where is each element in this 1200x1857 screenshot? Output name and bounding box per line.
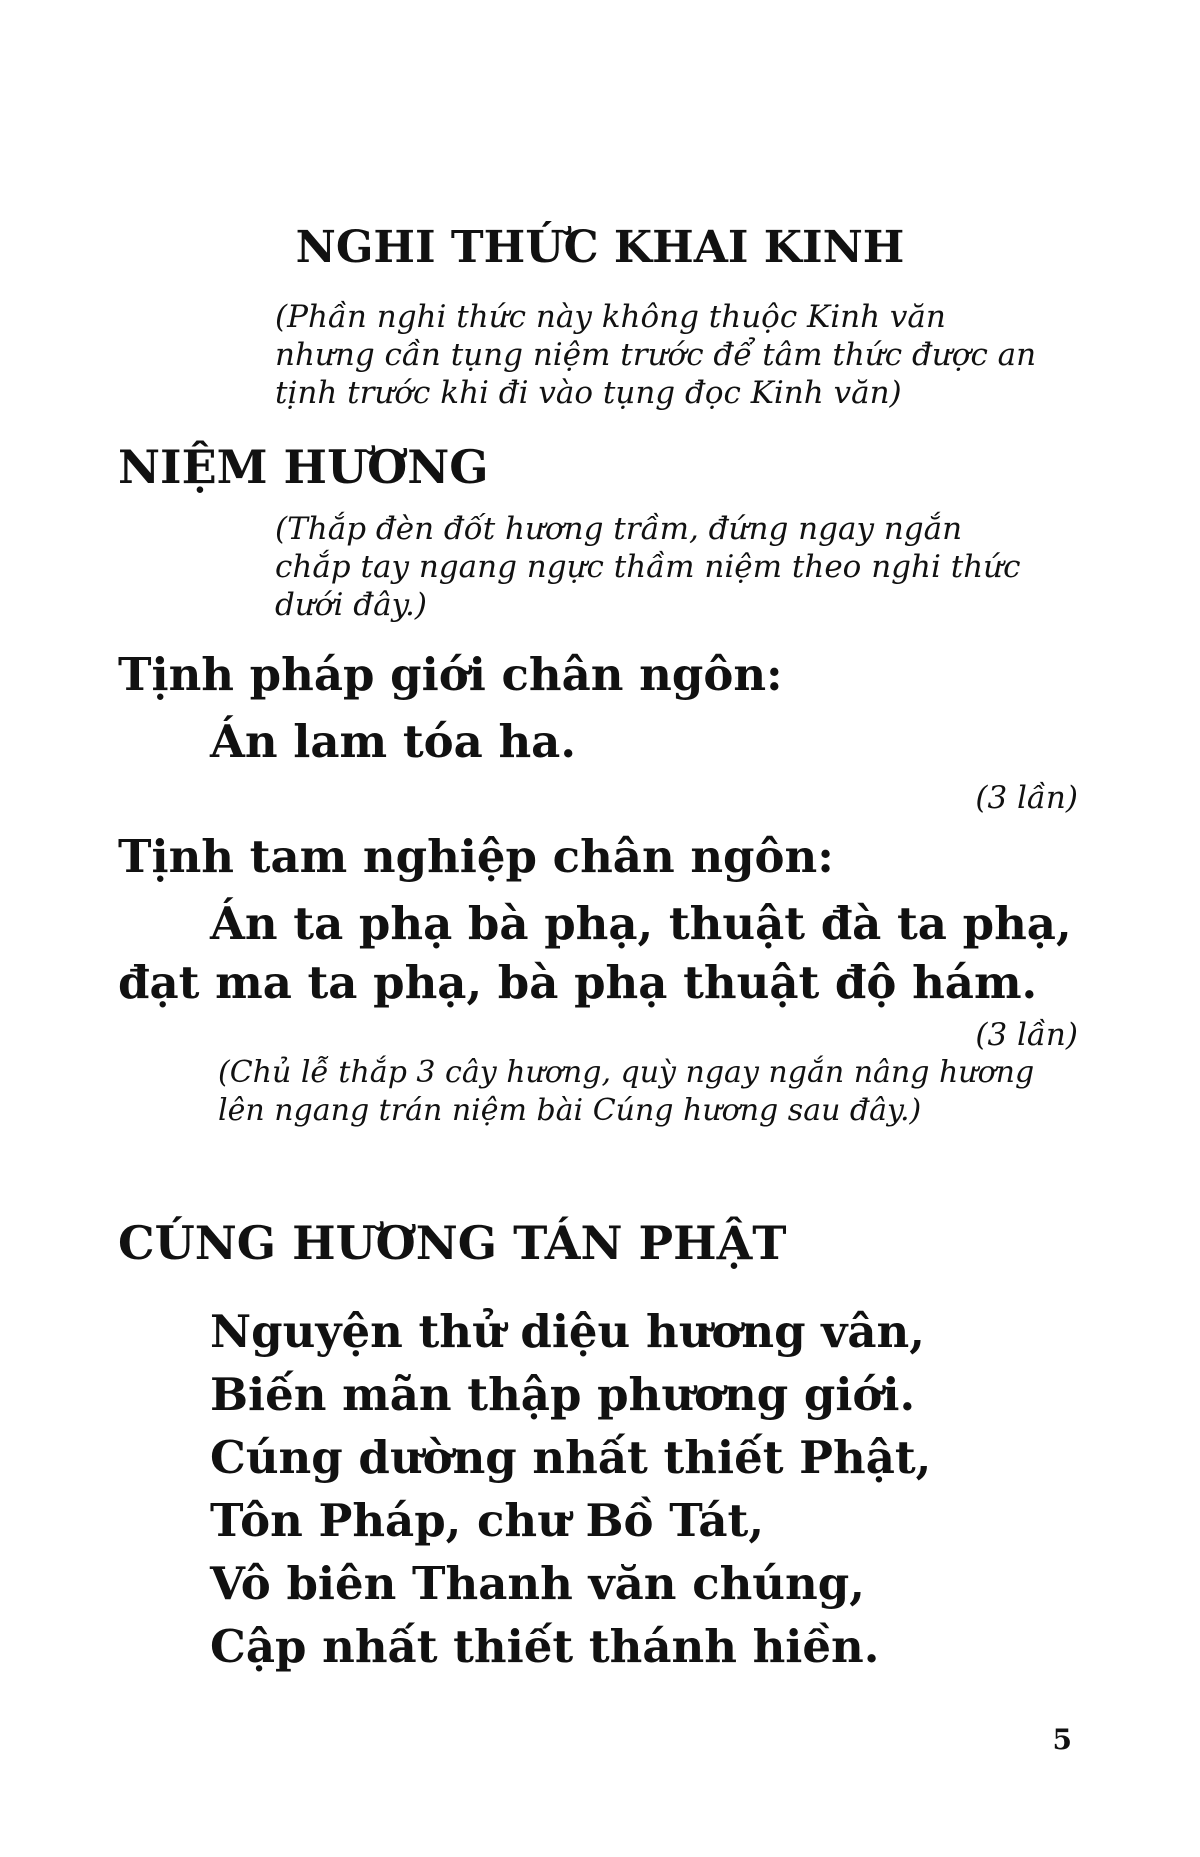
tinh-tam-nghiep-heading: Tịnh tam nghiệp chân ngôn: xyxy=(118,830,834,883)
cung-huong-heading: CÚNG HƯƠNG TÁN PHẬT xyxy=(118,1216,787,1270)
intro-note-line: (Phần nghi thức này không thuộc Kinh văn xyxy=(275,299,946,335)
niem-huong-heading: NIỆM HƯƠNG xyxy=(118,440,489,494)
tinh-tam-nghiep-mantra-line-1: Án ta phạ bà phạ, thuật đà ta phạ, xyxy=(210,897,1072,950)
verse-line: Vô biên Thanh văn chúng, xyxy=(210,1557,865,1610)
intro-note-line: nhưng cần tụng niệm trước để tâm thức được an xyxy=(275,337,1037,373)
niem-huong-note-line: chắp tay ngang ngực thầm niệm theo nghi thức xyxy=(275,549,1021,585)
tinh-tam-nghiep-repeat: (3 lần) xyxy=(975,1017,1078,1053)
niem-huong-note-line: (Thắp đèn đốt hương trầm, đứng ngay ngắn xyxy=(275,511,963,547)
tinh-phap-gioi-repeat: (3 lần) xyxy=(975,780,1078,816)
verse-line: Tôn Pháp, chư Bồ Tát, xyxy=(210,1494,764,1547)
cung-huong-verse xyxy=(210,1300,931,1678)
page-title: NGHI THỨC KHAI KINH xyxy=(295,222,905,273)
chu-le-note-line: (Chủ lễ thắp 3 cây hương, quỳ ngay ngắn nâng hương xyxy=(218,1055,1035,1090)
page-number: 5 xyxy=(1052,1723,1072,1756)
tinh-phap-gioi-heading: Tịnh pháp giới chân ngôn: xyxy=(118,648,783,701)
niem-huong-note xyxy=(275,510,1080,624)
verse-line: Biến mãn thập phương giới. xyxy=(210,1368,916,1421)
chu-le-note-line: lên ngang trán niệm bài Cúng hương sau đây.) xyxy=(218,1093,922,1128)
tinh-phap-gioi-mantra: Án lam tóa ha. xyxy=(210,715,576,768)
chu-le-note xyxy=(218,1054,1080,1130)
verse-line: Nguyện thử diệu hương vân, xyxy=(210,1305,925,1358)
tinh-tam-nghiep-mantra-line-2: đạt ma ta phạ, bà phạ thuật độ hám. xyxy=(118,956,1038,1009)
verse-line: Cập nhất thiết thánh hiền. xyxy=(210,1620,880,1673)
intro-note-line: tịnh trước khi đi vào tụng đọc Kinh văn) xyxy=(275,375,902,411)
intro-note xyxy=(275,298,1080,412)
verse-line: Cúng dường nhất thiết Phật, xyxy=(210,1431,932,1484)
niem-huong-note-line: dưới đây.) xyxy=(275,587,427,623)
